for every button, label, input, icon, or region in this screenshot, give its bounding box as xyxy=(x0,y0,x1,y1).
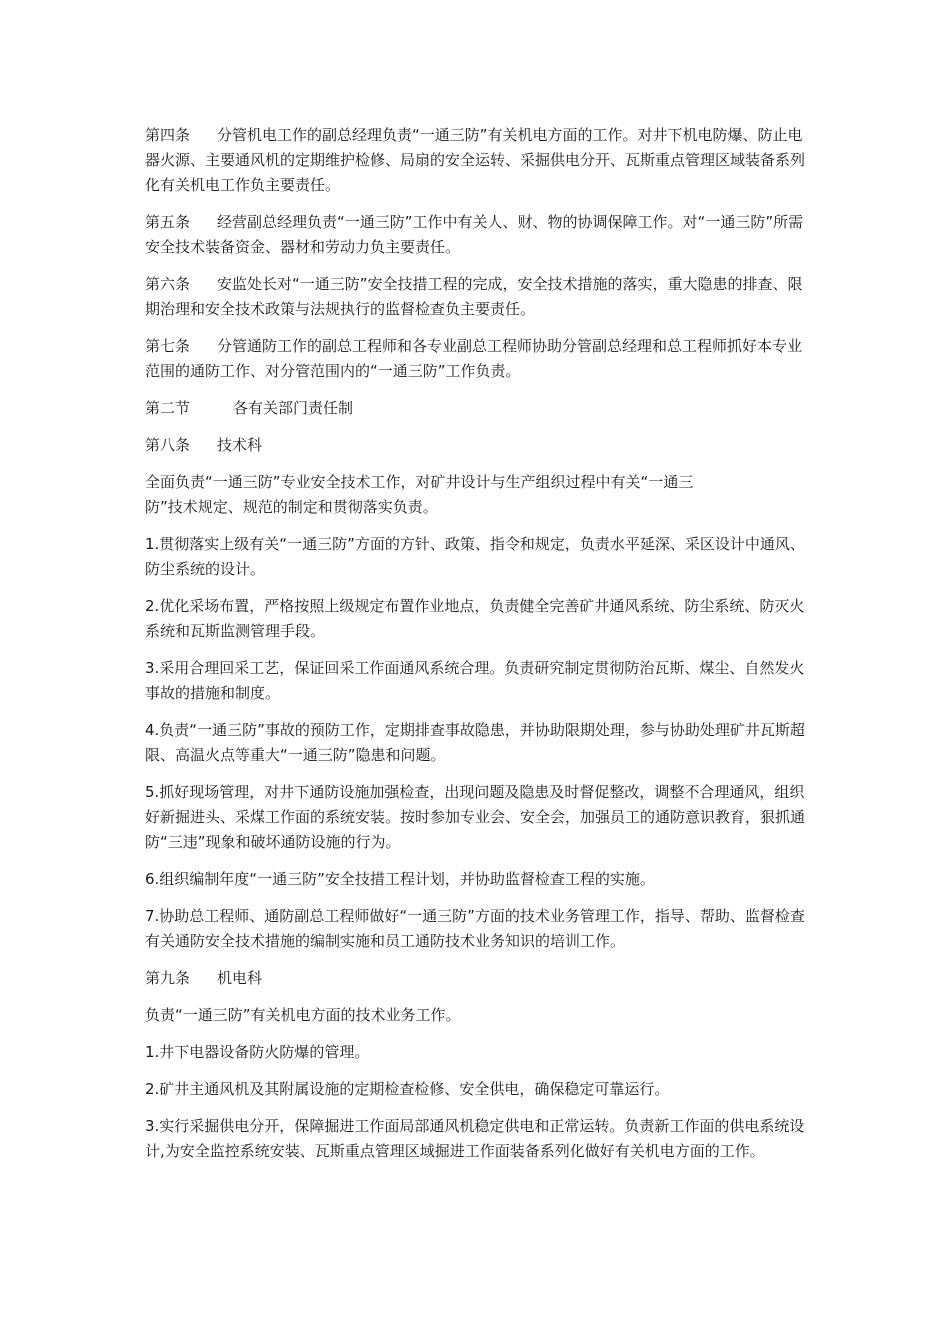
article-text: 分管通防工作的副总工程师和各专业副总工程师协助分管副总经理和总工程师抓好本专业范围的通防工作、对分管范围内的“一通三防”工作负责。 xyxy=(145,337,803,380)
article-label: 第七条 xyxy=(145,337,191,355)
article-label: 第六条 xyxy=(145,275,191,293)
list-item: 6.组织编制年度“一通三防”安全技措工程计划，并协助监督检查工程的实施。 xyxy=(145,870,655,888)
article-8-heading xyxy=(145,433,810,458)
list-item: 2.矿井主通风机及其附属设施的定期检查检修、安全供电，确保稳定可靠运行。 xyxy=(145,1080,670,1098)
list-item: 5.抓好现场管理，对井下通防设施加强检查，出现问题及隐患及时督促整改，调整不合理通风，组织好新掘进头、采煤工作面的系统安装。按时参加专业会、安全会，加强员工的通防意识教育，狠抓通防“三违”现象和破坏通防设施的行为。 xyxy=(145,783,806,851)
article-8-intro: 全面负责“一通三防”专业安全技术工作，对矿井设计与生产组织过程中有关“一通三 防”技术规定、规范的制定和贯彻落实负责。 xyxy=(145,473,694,516)
section-title: 各有关部门责任制 xyxy=(233,399,354,417)
list-item: 1.井下电器设备防火防爆的管理。 xyxy=(145,1043,370,1061)
article-label: 第八条 xyxy=(145,436,191,454)
list-item: 4.负责“一通三防”事故的预防工作，定期排查事故隐患，并协助限期处理，参与协助处理矿井瓦斯超限、高温火点等重大“一通三防”隐患和问题。 xyxy=(145,721,805,764)
article-label: 第五条 xyxy=(145,213,191,231)
section-label: 第二节 xyxy=(145,399,191,417)
article-title: 技术科 xyxy=(217,436,263,454)
list-item: 7.协助总工程师、通防副总工程师做好“一通三防”方面的技术业务管理工作，指导、帮助、监督检查有关通防安全技术措施的编制实施和员工通防技术业务知识的培训工作。 xyxy=(145,907,805,950)
article-label: 第四条 xyxy=(145,126,191,144)
list-item: 1.贯彻落实上级有关“一通三防”方面的方针、政策、指令和规定，负责水平延深、采区设计中通风、防尘系统的设计。 xyxy=(145,535,805,578)
article-text: 分管机电工作的副总经理负责“一通三防”有关机电方面的工作。对井下机电防爆、防止电器火源、主要通风机的定期维护检修、局扇的安全运转、采掘供电分开、瓦斯重点管理区域装备系列化有关机电工作负主要责任。 xyxy=(145,126,806,194)
article-5 xyxy=(145,210,810,260)
article-7 xyxy=(145,334,810,384)
list-item: 2.优化采场布置，严格按照上级规定布置作业地点，负责健全完善矿井通风系统、防尘系统、防灭火系统和瓦斯监测管理手段。 xyxy=(145,597,805,640)
list-item: 3.采用合理回采工艺，保证回采工作面通风系统合理。负责研究制定贯彻防治瓦斯、煤尘、自然发火事故的措施和制度。 xyxy=(145,659,805,702)
article-text: 安监处长对“一通三防”安全技措工程的完成，安全技术措施的落实，重大隐患的排查、限期治理和安全技术政策与法规执行的监督检查负主要责任。 xyxy=(145,275,803,318)
article-text: 经营副总经理负责“一通三防”工作中有关人、财、物的协调保障工作。对“一通三防”所需安全技术装备资金、器材和劳动力负主要责任。 xyxy=(145,213,804,256)
list-item: 3.实行采掘供电分开，保障掘进工作面局部通风机稳定供电和正常运转。负责新工作面的供电系统设计,为安全监控系统安装、瓦斯重点管理区域掘进工作面装备系列化做好有关机电方面的工作。 xyxy=(145,1117,805,1160)
document-body xyxy=(145,123,810,1176)
article-label: 第九条 xyxy=(145,969,191,987)
section-2-heading xyxy=(145,396,810,421)
article-4 xyxy=(145,123,810,198)
article-9-heading xyxy=(145,966,810,991)
article-9-intro: 负责“一通三防”有关机电方面的技术业务工作。 xyxy=(145,1006,461,1024)
article-6 xyxy=(145,272,810,322)
article-title: 机电科 xyxy=(217,969,263,987)
